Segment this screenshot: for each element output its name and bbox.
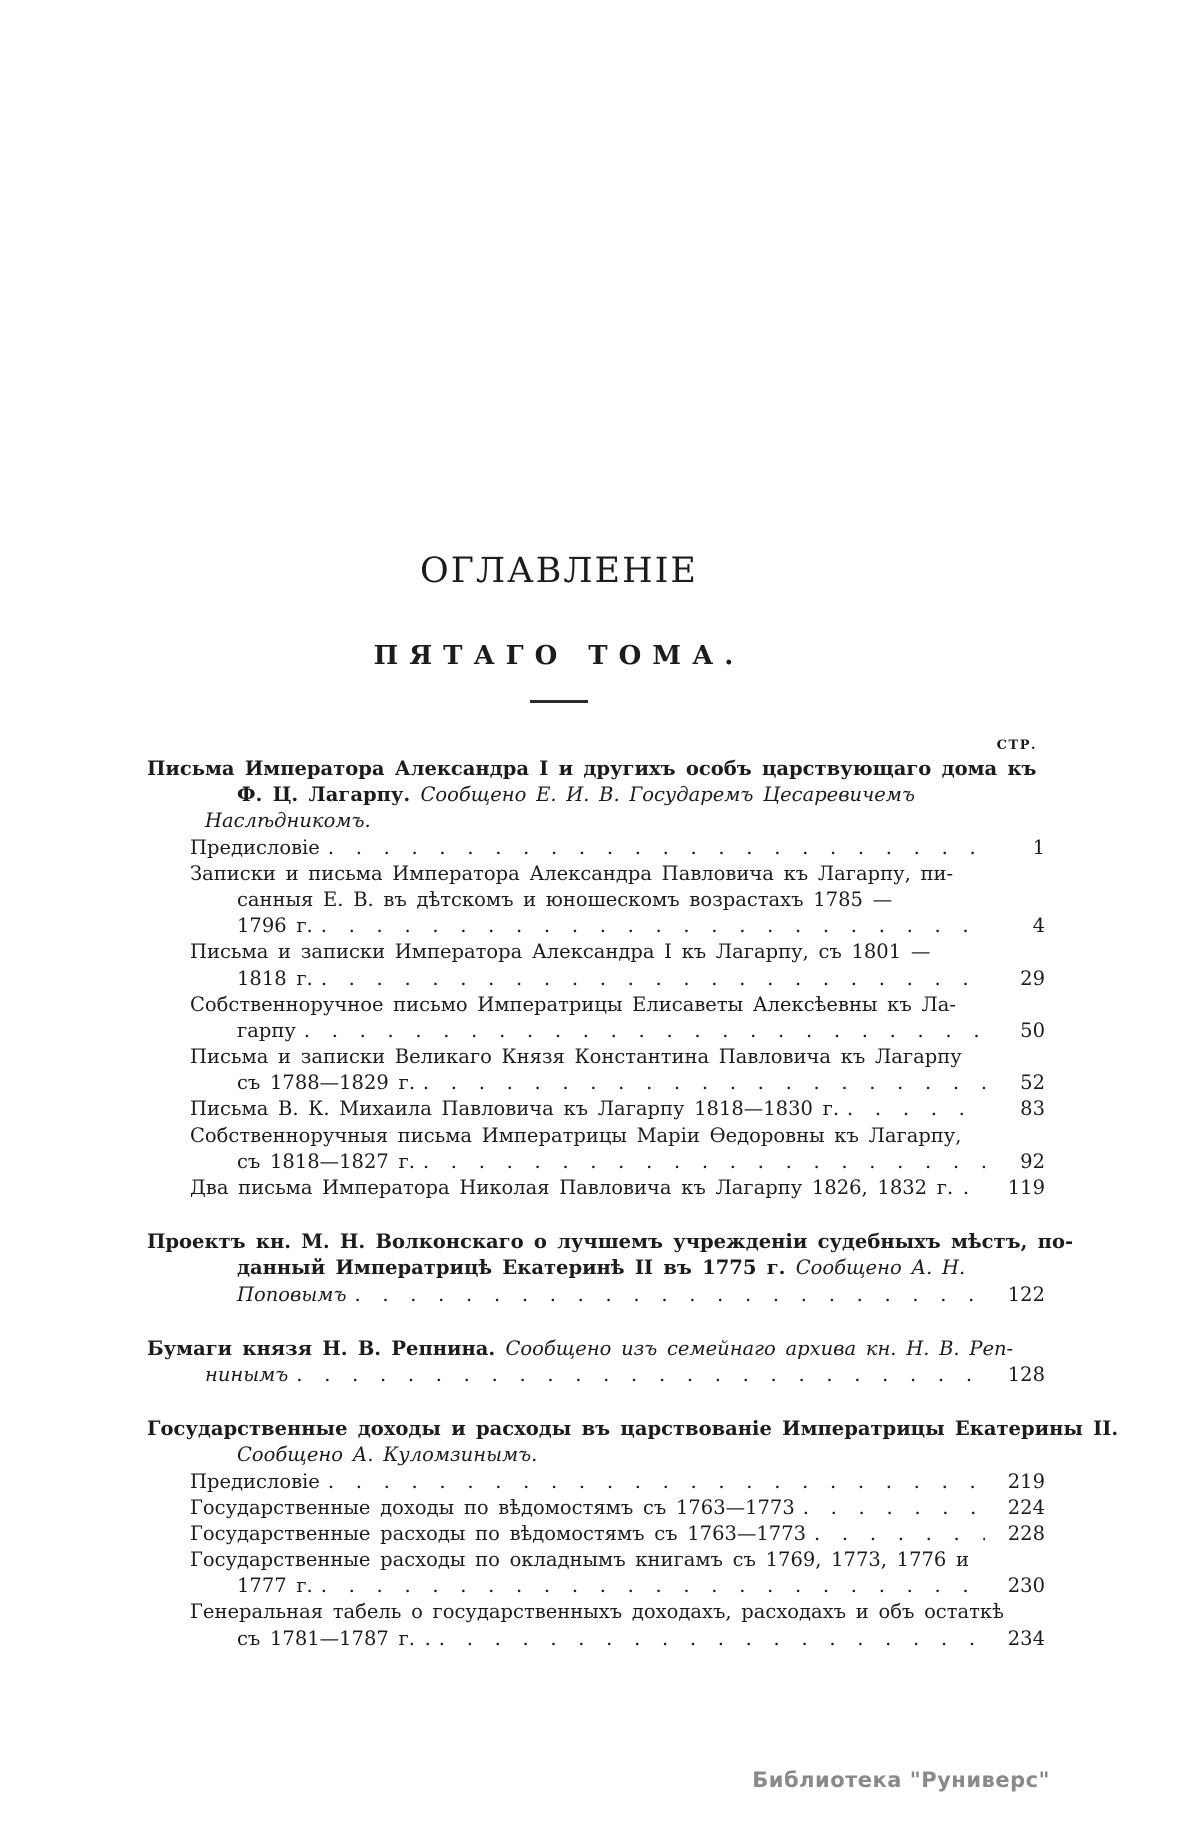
- text-segment: Письма Императора Александра I и другихъ особъ царствующаго дома къ: [147, 757, 1037, 780]
- toc-entry-text: [190, 1096, 839, 1122]
- page-title: ОГЛАВЛЕНІЕ: [420, 551, 698, 591]
- page-column-header: СТР.: [996, 738, 1037, 753]
- toc-entry-text: [205, 1362, 288, 1388]
- toc-line: [137, 966, 1045, 992]
- toc-line: [137, 1626, 1045, 1652]
- toc-entry-text: [190, 1521, 806, 1547]
- dot-leader: [806, 1521, 985, 1547]
- text-segment: Сообщено Е. И. В. Государемъ Цесаревичемъ: [420, 783, 915, 807]
- toc-section-2: [137, 1229, 1074, 1308]
- toc-line: [137, 1573, 1045, 1599]
- toc-line: [137, 1044, 1045, 1070]
- toc-line: [137, 1336, 1045, 1362]
- text-segment: Бумаги князя Н. В. Репнина.: [147, 1336, 506, 1360]
- toc-line: [137, 1018, 1045, 1044]
- text-segment: Поповымъ: [237, 1282, 347, 1306]
- text-segment: Ф. Ц. Лагарпу.: [237, 783, 421, 807]
- text-segment: Государственные доходы по вѣдомостямъ съ 1763—1773: [190, 1495, 795, 1519]
- toc-section-4: [137, 1416, 1119, 1652]
- toc-entry-text: [237, 887, 892, 913]
- toc-line: [137, 913, 1045, 939]
- toc-line: [137, 1229, 1074, 1255]
- page-number: 224: [1007, 1495, 1045, 1519]
- text-segment: нинымъ: [205, 1362, 289, 1386]
- text-segment: 1777 г.: [237, 1574, 313, 1598]
- toc-section-3: [137, 1336, 1045, 1388]
- text-segment: Сообщено А. Н.: [795, 1256, 966, 1280]
- toc-line: [137, 1416, 1119, 1442]
- toc-line: [137, 1282, 1045, 1308]
- dot-leader: [346, 1282, 985, 1308]
- dot-leader: [320, 1469, 985, 1495]
- contents-list: [137, 756, 1119, 1652]
- dot-leader: [288, 1362, 985, 1388]
- toc-line: [137, 1469, 1045, 1495]
- page-number: 119: [1007, 1176, 1045, 1199]
- toc-line: [137, 1149, 1045, 1175]
- toc-line: [137, 1599, 1045, 1625]
- text-segment: Два письма Императора Николая Павловича къ Лагарпу 1826, 1832 г. .: [190, 1176, 970, 1199]
- dot-leader: [431, 1626, 985, 1652]
- text-segment: Наслѣдникомъ.: [205, 809, 371, 833]
- page-subtitle: ПЯТАГО ТОМА.: [373, 641, 745, 671]
- dot-leader: [795, 1495, 985, 1521]
- toc-entry-text: [237, 966, 313, 992]
- text-segment: 1796 г.: [237, 914, 313, 938]
- text-segment: гарпу: [237, 1018, 296, 1042]
- toc-line: [137, 992, 1045, 1018]
- text-segment: Сообщено изъ семейнаго архива кн. Н. В. Реп-: [505, 1336, 1014, 1360]
- toc-line: [137, 1123, 1045, 1149]
- toc-line: [137, 1521, 1045, 1547]
- dot-leader: [296, 1018, 985, 1044]
- dot-leader: [839, 1096, 985, 1122]
- text-segment: Предисловіе: [190, 835, 320, 859]
- page-number: 29: [1020, 966, 1045, 990]
- toc-line: [137, 808, 1045, 834]
- page-number: 1: [1032, 835, 1045, 859]
- toc-line: [137, 1362, 1045, 1388]
- text-segment: Предисловіе: [190, 1469, 320, 1493]
- toc-line: [137, 1096, 1045, 1122]
- toc-entry-text: [237, 1573, 313, 1599]
- toc-line: [137, 835, 1045, 861]
- page-number: 234: [1007, 1626, 1045, 1650]
- toc-entry-text: [147, 1416, 1118, 1442]
- text-segment: Государственные доходы и расходы въ царствованіе Императрицы Екатерины II.: [147, 1417, 1119, 1441]
- dot-leader: [415, 1070, 985, 1096]
- text-segment: Проектъ кн. М. Н. Волконскаго о лучшемъ учрежденіи судебныхъ мѣстъ, по-: [147, 1230, 1074, 1254]
- text-segment: съ 1781—1787 г. .: [237, 1626, 431, 1650]
- toc-entry-text: [237, 1255, 965, 1281]
- text-segment: данный Императрицѣ Екатеринѣ II въ 1775 г.: [237, 1256, 796, 1280]
- text-segment: Письма и записки Великаго Князя Константина Павловича къ Лагарпу: [190, 1045, 962, 1069]
- text-segment: Сообщено А. Куломзинымъ.: [237, 1443, 538, 1467]
- text-segment: Генеральная табель о государственныхъ доходахъ, расходахъ и объ остаткѣ: [190, 1600, 1004, 1624]
- page-number: 122: [1007, 1282, 1045, 1306]
- page-number: 230: [1007, 1574, 1045, 1598]
- toc-entry-text: [237, 1626, 431, 1652]
- toc-entry-text: [237, 1282, 346, 1308]
- text-column: [137, 0, 1119, 1652]
- text-segment: 1818 г.: [237, 966, 313, 990]
- toc-entry-text: [190, 835, 320, 861]
- dot-leader: [415, 1149, 985, 1175]
- toc-entry-text: [237, 782, 915, 808]
- toc-entry-text: [190, 1175, 969, 1201]
- toc-entry-text: [190, 1469, 320, 1495]
- toc-entry-text: [237, 1070, 415, 1096]
- toc-entry-text: [190, 1495, 795, 1521]
- toc-entry-text: [205, 808, 371, 834]
- page-number: 83: [1020, 1097, 1045, 1121]
- toc-line: [137, 1175, 1045, 1201]
- toc-entry-text: [190, 1599, 1004, 1625]
- text-segment: санныя Е. В. въ дѣтскомъ и юношескомъ возрастахъ 1785 —: [237, 887, 893, 911]
- toc-entry-text: [147, 1229, 1073, 1255]
- toc-entry-text: [190, 939, 930, 965]
- page-number: 52: [1020, 1071, 1045, 1095]
- toc-entry-text: [190, 1044, 962, 1070]
- toc-entry-text: [237, 1018, 296, 1044]
- text-segment: Письма В. К. Михаила Павловича къ Лагарпу 1818—1830 г.: [190, 1097, 840, 1121]
- page-number: 219: [1007, 1469, 1045, 1493]
- library-watermark: Библиотека "Руниверс": [752, 1768, 1050, 1792]
- dot-leader: [313, 966, 985, 992]
- toc-entry-text: [190, 861, 953, 887]
- divider-rule: [530, 700, 588, 703]
- text-segment: Записки и письма Императора Александра Павловича къ Лагарпу, пи-: [190, 861, 954, 885]
- dot-leader: [313, 913, 985, 939]
- toc-line: [137, 756, 1045, 782]
- toc-entry-text: [190, 1547, 969, 1573]
- toc-line: [137, 1547, 1045, 1573]
- page-number: 228: [1007, 1521, 1045, 1545]
- page-number: 128: [1007, 1362, 1045, 1386]
- toc-line: [137, 861, 1045, 887]
- text-segment: Собственноручныя письма Императрицы Маріи Ѳедоровны къ Лагарпу,: [190, 1123, 962, 1147]
- text-segment: съ 1818—1827 г.: [237, 1149, 415, 1173]
- toc-entry-text: [190, 1123, 961, 1149]
- toc-entry-text: [190, 992, 956, 1018]
- dot-leader: [313, 1573, 985, 1599]
- text-segment: Государственные расходы по окладнымъ книгамъ съ 1769, 1773, 1776 и: [190, 1548, 969, 1572]
- title-block: [105, 551, 1013, 703]
- text-segment: съ 1788—1829 г.: [237, 1071, 415, 1095]
- toc-entry-text: [147, 1336, 1013, 1362]
- text-segment: Собственноручное письмо Императрицы Елисаветы Алексѣевны къ Ла-: [190, 992, 956, 1016]
- toc-line: [137, 1442, 1045, 1468]
- toc-line: [137, 1255, 1045, 1281]
- toc-line: [137, 782, 1045, 808]
- text-segment: Государственные расходы по вѣдомостямъ съ 1763—1773: [190, 1521, 807, 1545]
- page-number: 50: [1020, 1018, 1045, 1042]
- page-number: 92: [1020, 1149, 1045, 1173]
- toc-entry-text: [237, 1442, 537, 1468]
- toc-line: [137, 1495, 1045, 1521]
- toc-entry-text: [237, 913, 313, 939]
- toc-section-1: [137, 756, 1045, 1201]
- text-segment: Письма и записки Императора Александра I къ Лагарпу, съ 1801 —: [190, 940, 931, 964]
- toc-entry-text: [147, 756, 1037, 782]
- toc-entry-text: [237, 1149, 415, 1175]
- dot-leader: [320, 835, 985, 861]
- toc-line: [137, 887, 1045, 913]
- page-number: 4: [1032, 914, 1045, 938]
- toc-line: [137, 1070, 1045, 1096]
- toc-line: [137, 939, 1045, 965]
